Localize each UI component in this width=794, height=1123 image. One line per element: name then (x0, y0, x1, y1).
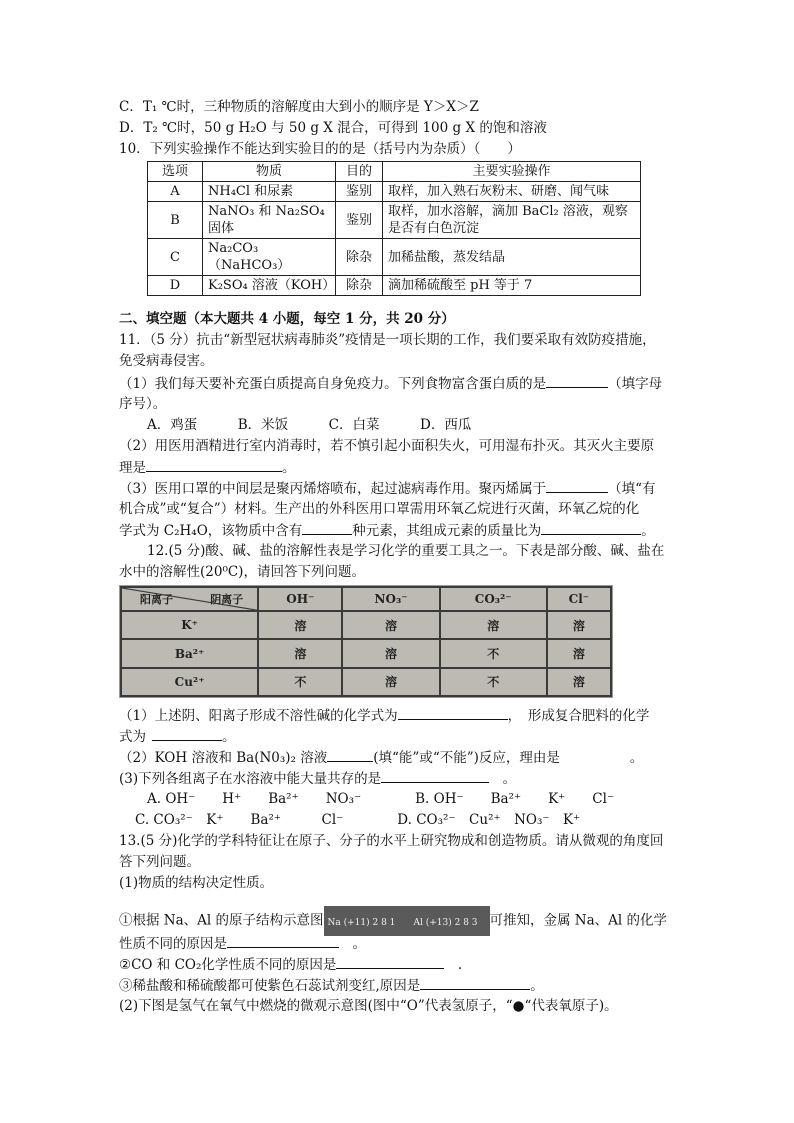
q13-item1-cont: 性质不同的原因是 。 (119, 936, 366, 952)
q11-part3-text: （3）医用口罩的中间层是聚丙烯熔喷布，起过滤病毒作用。聚丙烯属于 (119, 481, 547, 497)
q10-stem: 10．下列实验操作不能达到实验目的的是（括号内为杂质）（ ） (119, 141, 521, 157)
table-cell: 溶 (342, 639, 439, 667)
table-cell: 除杂 (336, 276, 383, 296)
answer-blank[interactable] (381, 769, 489, 783)
q13-item1 (119, 906, 667, 936)
table-corner (121, 587, 258, 611)
table-cell: 除杂 (336, 239, 383, 276)
table-row (121, 639, 611, 667)
section-heading: 二、填空题（本大题共 4 小题，每空 1 分，共 20 分） (119, 311, 455, 327)
cation-label: Cu²⁺ (121, 668, 258, 696)
table-row (148, 239, 641, 276)
q11-part1-tail: （填字母 (608, 376, 663, 392)
q12-stem-line1: 12.(5 分)酸、碱、盐的溶解性表是学习化学的重要工具之一。下表是部分酸、碱、盐在 (147, 543, 665, 559)
q12-part2-text: （2）KOH 溶液和 Ba(N0₃)₂ 溶液 (119, 750, 328, 766)
table-cell: 加稀盐酸，蒸发结晶 (383, 239, 641, 276)
q13-item3: ③稀盐酸和稀硫酸都可使紫色石蕊试剂变红,原因是 。 (119, 978, 544, 994)
table-header: 选项 (148, 162, 203, 182)
answer-blank[interactable] (546, 479, 608, 493)
q12-part1-text: （1）上述阴、阳离子形成不溶性碱的化学式为 (119, 708, 398, 724)
table-cell: 溶 (258, 639, 342, 667)
q12-part1-tail: ， 形成复合肥料的化学 (507, 708, 650, 724)
anion-header: Cl⁻ (547, 587, 611, 611)
table-cell: 溶 (547, 611, 611, 639)
table-cell: K₂SO₄ 溶液（KOH） (203, 276, 336, 296)
table-cell: 溶 (547, 668, 611, 696)
table-cell: A (148, 182, 203, 202)
answer-blank[interactable] (146, 458, 282, 472)
table-cell: 鉴别 (336, 202, 383, 239)
table-cell: 鉴别 (336, 182, 383, 202)
answer-blank[interactable] (420, 976, 530, 990)
q12-part3-text: (3)下列各组离子在水溶液中能大量共存的是 (119, 771, 382, 787)
table-row (121, 611, 611, 639)
q11-part3-tail: （填“有 (608, 481, 656, 497)
table-cell: 取样，加入熟石灰粉末、研磨、闻气味 (383, 182, 641, 202)
table-header: 物质 (203, 162, 336, 182)
q9-option-d: D．T₂ ℃时，50 g H₂O 与 50 g X 混合，可得到 100 g X 的饱和溶液 (119, 120, 547, 136)
table-header-row (148, 162, 641, 182)
q11-stem-line2: 免受病毒侵害。 (119, 353, 214, 369)
q12-options-ab: A. OH⁻ H⁺ Ba²⁺ NO₃⁻ B. OH⁻ Ba²⁺ K⁺ Cl⁻ (147, 791, 615, 807)
anion-header: CO₃²⁻ (440, 587, 547, 611)
q13-stem-line1: 13.(5 分)化学的学科特征让在原子、分子的水平上研究物成和创造物质。请从微观的角度回 (119, 833, 664, 849)
q11-part3 (119, 479, 656, 498)
q12-part1 (119, 706, 649, 725)
q11-part3-ratio-text: 种元素，其组成元素的质量比为 (352, 523, 542, 539)
table-cell: Na₂CO₃（NaHCO₃） (203, 239, 336, 276)
answer-blank[interactable] (546, 374, 608, 388)
q13-item2-text: ②CO 和 CO₂化学性质不同的原因是 (119, 957, 337, 973)
table-cell: 溶 (440, 611, 547, 639)
answer-blank[interactable] (336, 955, 444, 969)
q10-table (147, 161, 641, 296)
table-cell: 不 (440, 668, 547, 696)
q13-item2: ②CO 和 CO₂化学性质不同的原因是 . (119, 957, 463, 973)
q11-part2-cont: 理是 。 (119, 460, 296, 476)
q11-part2: （2）用医用酒精进行室内消毒时，若不慎引起小面积失火，可用湿布扑灭。其灭火主要原 (119, 438, 655, 454)
answer-blank[interactable] (541, 521, 641, 535)
q11-stem-line1: 11．（5 分）抗击“新型冠状病毒肺炎”疫情是一项长期的工作，我们要采取有效防疫措施， (119, 332, 656, 348)
cation-label: Ba²⁺ (121, 639, 258, 667)
q13-item3-text: ③稀盐酸和稀硫酸都可使紫色石蕊试剂变红,原因是 (119, 978, 421, 994)
atom-na-label: Na (+11) 2 8 1 (327, 918, 396, 928)
corner-cation-label: 阳离子 (140, 593, 173, 607)
atom-al-label: Al (+13) 2 8 3 (413, 918, 478, 928)
q11-part3-formula-text: 学式为 C₂H₄O，该物质中含有 (119, 523, 303, 539)
table-cell: D (148, 276, 203, 296)
table-cell: C (148, 239, 203, 276)
table-cell: 溶 (342, 611, 439, 639)
anion-header: NO₃⁻ (342, 587, 439, 611)
q13-part1: (1)物质的结构决定性质。 (119, 875, 274, 891)
cation-label: K⁺ (121, 611, 258, 639)
q11-part3-cont: 机合成”或“复合”）材料。生产出的外科医用口罩需用环氧乙烷进行灭菌，环氧乙烷的化 (119, 501, 640, 517)
q12-options-cd: C. CO₃²⁻ K⁺ Ba²⁺ Cl⁻ D. CO₃²⁻ Cu²⁺ NO₃⁻ K⁺ (135, 812, 581, 828)
answer-blank[interactable] (398, 706, 508, 720)
q9-option-c: C．T₁ ℃时，三种物质的溶解度由大到小的顺序是 Y＞X＞Z (119, 99, 479, 115)
answer-blank[interactable] (302, 521, 352, 535)
q11-part2-text: 理是 (119, 460, 146, 476)
table-cell: 溶 (258, 611, 342, 639)
answer-blank[interactable] (152, 727, 222, 741)
q12-stem-line2: 水中的溶解性(20⁰C)，请回答下列问题。 (119, 564, 365, 580)
q13-item1-cont-text: 性质不同的原因是 (119, 936, 227, 952)
corner-anion-label: 阴离子 (210, 593, 244, 606)
q12-part2: （2）KOH 溶液和 Ba(N0₃)₂ 溶液 (填“能”或“不能”)反应，理由是 。 (119, 750, 644, 766)
solubility-table-photo (119, 585, 613, 698)
q13-stem-line2: 答下列问题。 (119, 854, 200, 870)
table-cell: 取样，加水溶解，滴加 BaCl₂ 溶液，观察是否有白色沉淀 (383, 202, 641, 239)
q13-item1-text: ①根据 Na、Al 的原子结构示意图 (119, 912, 324, 929)
q13-item1-tail: 可推知，金属 Na、Al 的化学 (489, 912, 668, 929)
table-cell: 滴加稀硫酸至 pH 等于 7 (383, 276, 641, 296)
table-header: 主要实验操作 (383, 162, 641, 182)
q11-part1 (119, 374, 662, 393)
q12-part2-tail: (填“能”或“不能”)反应，理由是 (373, 750, 560, 766)
table-header: 目的 (336, 162, 383, 182)
table-cell: 不 (258, 668, 342, 696)
q12-part1-cont-text: 式为 (119, 729, 146, 745)
answer-blank[interactable] (327, 748, 373, 762)
q11-part3-formula: 学式为 C₂H₄O，该物质中含有 种元素，其组成元素的质量比为 。 (119, 523, 655, 539)
answer-blank[interactable] (227, 934, 339, 948)
table-cell: B (148, 202, 203, 239)
q11-options: A．鸡蛋 B．米饭 C．白菜 D．西瓜 (147, 417, 472, 433)
table-cell: 溶 (342, 668, 439, 696)
table-row (148, 202, 641, 239)
q11-part1-cont: 序号）。 (119, 396, 167, 412)
table-row (148, 276, 641, 296)
q11-part1-text: （1）我们每天要补充蛋白质提高自身免疫力。下列食物富含蛋白质的是 (119, 376, 547, 392)
table-cell: 不 (440, 639, 547, 667)
table-cell: 溶 (547, 639, 611, 667)
anion-header: OH⁻ (258, 587, 342, 611)
table-row (148, 182, 641, 202)
q12-part1-cont: 式为 。 (119, 729, 236, 745)
q13-part2: (2)下图是氢气在氧气中燃烧的微观示意图(图中“O”代表氢原子，“●“代表氧原子)。 (119, 998, 618, 1014)
q12-part3: (3)下列各组离子在水溶液中能大量共存的是 。 (119, 771, 517, 787)
table-cell: NH₄Cl 和尿素 (203, 182, 336, 202)
table-row (121, 668, 611, 696)
table-cell: NaNO₃ 和 Na₂SO₄ 固体 (203, 202, 336, 239)
atom-structure-diagram (324, 906, 490, 936)
